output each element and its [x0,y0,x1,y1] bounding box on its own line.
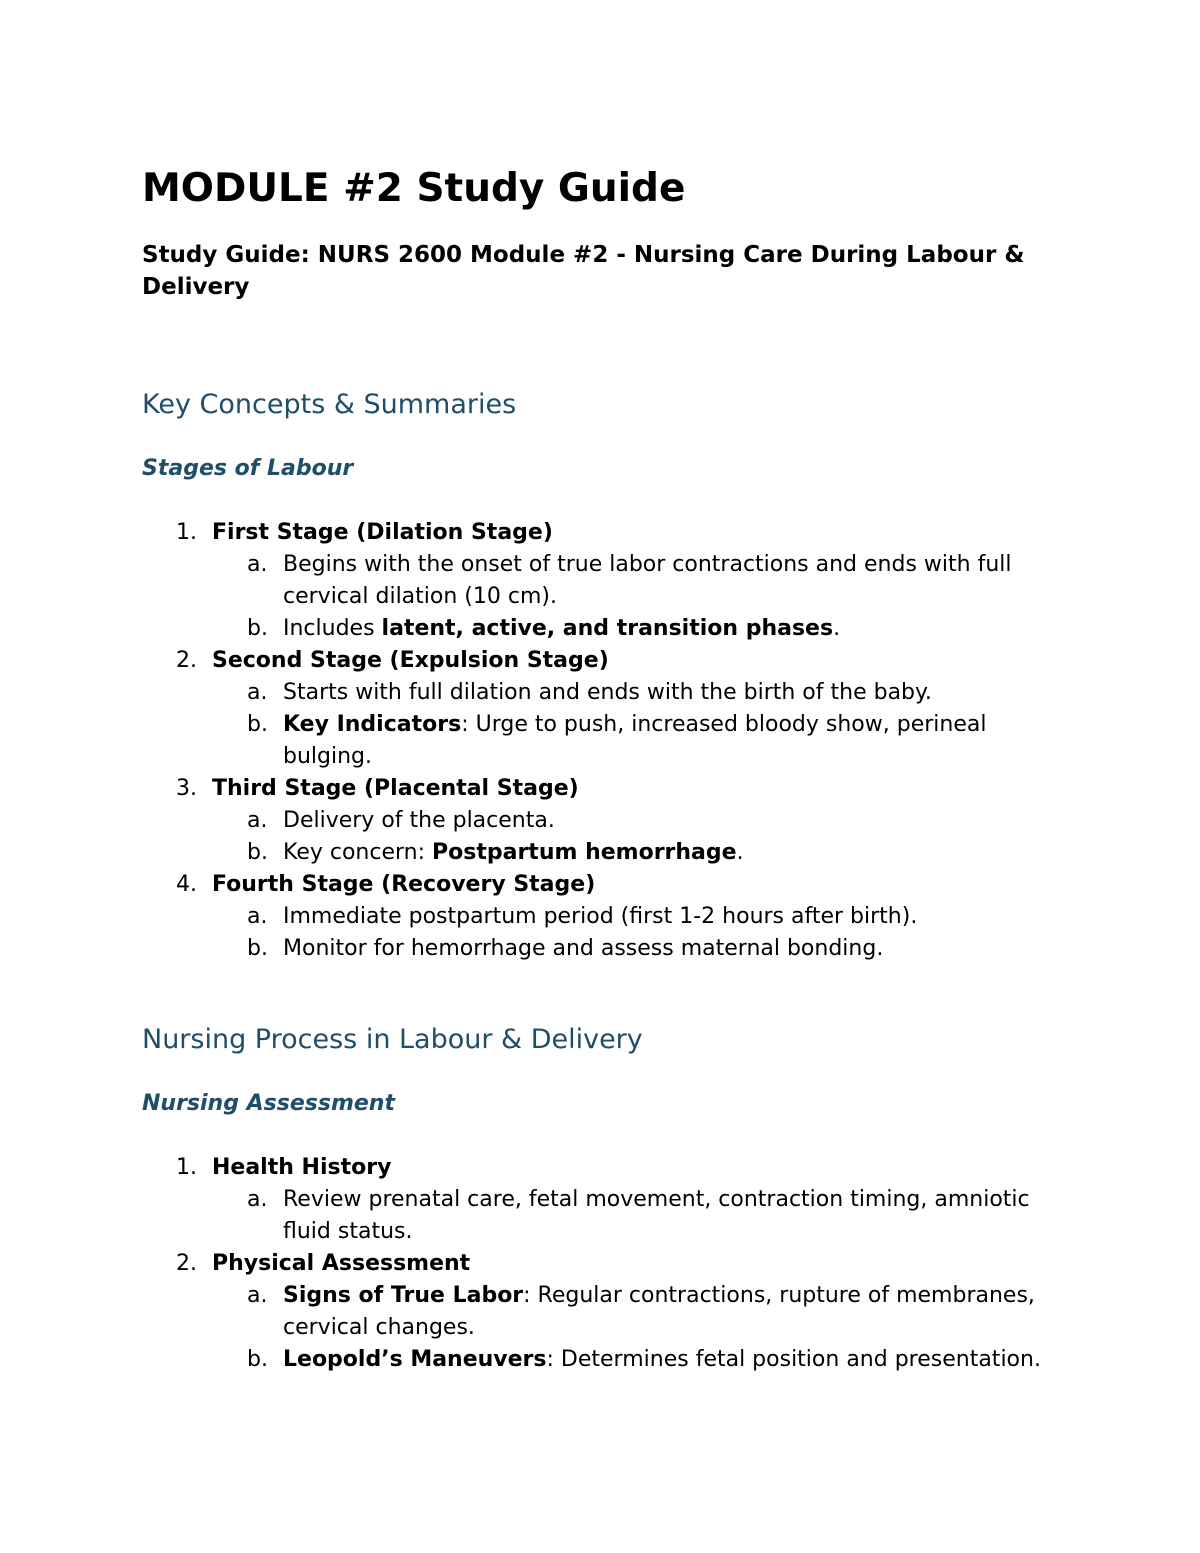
sub-text-bold: Postpartum hemorrhage [432,840,737,865]
document-title: MODULE #2 Study Guide [142,166,686,211]
item-number: 1. [176,520,197,545]
sub-text: Immediate postpartum period (first 1-2 hours after birth). [283,904,918,929]
sub-text-bold: latent, active, and transition phases [381,616,834,641]
section-heading-nursing-process: Nursing Process in Labour & Delivery [142,1024,643,1055]
sub-item [0,901,1063,933]
list-item [0,773,1200,805]
sub-letter: a. [247,552,268,577]
sub-letter: a. [247,680,268,705]
sub-text: : Determines fetal position and presentation. [546,1347,1041,1372]
sub-letter: a. [247,808,268,833]
sub-text: Monitor for hemorrhage and assess maternal bonding. [283,936,884,961]
sub-item [0,1280,1063,1344]
item-number: 3. [176,776,197,801]
sub-letter: b. [247,840,268,865]
sub-item [0,613,1063,645]
sub-letter: a. [247,1283,268,1308]
item-number: 2. [176,648,197,673]
assessment-list [0,1152,1200,1376]
list-item [0,869,1200,901]
item-number: 1. [176,1155,197,1180]
item-label: Health History [212,1155,392,1180]
item-label: Fourth Stage (Recovery Stage) [212,872,596,897]
sub-text: : Urge to push, increased bloody show, perineal bulging. [283,712,987,769]
list-item [0,517,1200,549]
sub-text: . [833,616,841,641]
sub-text-bold: Leopold’s Maneuvers [283,1347,547,1372]
document-subtitle: Study Guide: NURS 2600 Module #2 - Nursing Care During Labour & Delivery [142,242,1025,300]
stages-list [0,517,1200,965]
sub-letter: b. [247,1347,268,1372]
sub-item [0,677,1063,709]
sub-item [0,549,1063,613]
item-label: Physical Assessment [212,1251,471,1276]
item-label: Second Stage (Expulsion Stage) [212,648,609,673]
item-label: Third Stage (Placental Stage) [212,776,579,801]
sub-text: Starts with full dilation and ends with the birth of the baby. [283,680,932,705]
sub-text: Delivery of the placenta. [283,808,555,833]
sub-text-pre: Includes [283,616,382,641]
list-item [0,645,1200,677]
list-item [0,1248,1200,1280]
sub-item [0,709,1063,773]
sub-text: Review prenatal care, fetal movement, contraction timing, amniotic fluid status. [283,1187,1030,1244]
sub-text-pre: Key concern: [283,840,433,865]
sub-item [0,933,1063,965]
sub-item [0,1184,1063,1248]
sub-text-bold: Signs of True Labor [283,1283,524,1308]
sub-text-bold: Key Indicators [283,712,462,737]
subheading-nursing-assessment: Nursing Assessment [142,1091,395,1116]
item-label: First Stage (Dilation Stage) [212,520,553,545]
sub-letter: b. [247,712,268,737]
list-item [0,1152,1200,1184]
sub-letter: a. [247,1187,268,1212]
subheading-stages-of-labour: Stages of Labour [142,456,354,481]
sub-item [0,837,1063,869]
sub-text: Begins with the onset of true labor contractions and ends with full cervical dilation (10 cm). [283,552,1012,609]
item-number: 2. [176,1251,197,1276]
sub-item [0,1344,1063,1376]
sub-letter: b. [247,936,268,961]
sub-letter: a. [247,904,268,929]
sub-text: . [736,840,744,865]
section-heading-key-concepts: Key Concepts & Summaries [142,389,517,420]
item-number: 4. [176,872,197,897]
sub-text: : Regular contractions, rupture of membranes, cervical changes. [283,1283,1035,1340]
sub-item [0,805,1063,837]
sub-letter: b. [247,616,268,641]
